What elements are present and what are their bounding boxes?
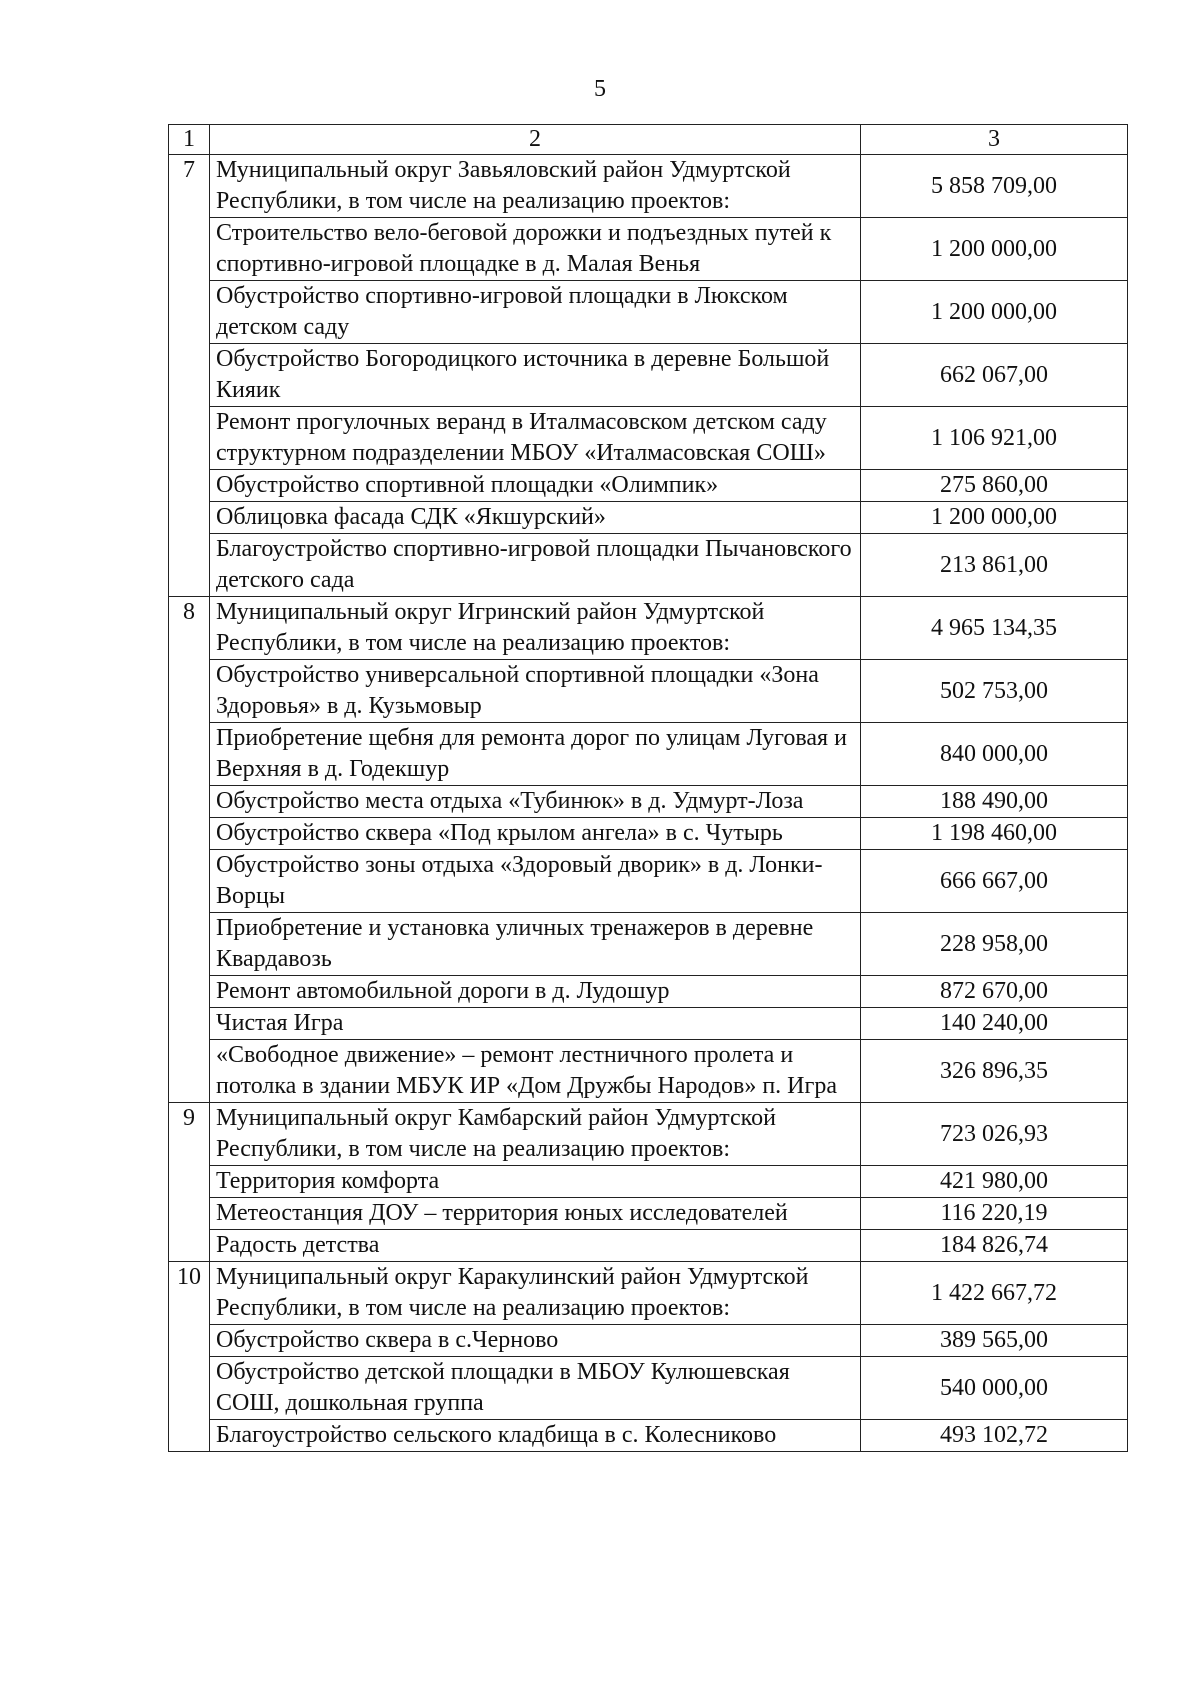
project-name: Ремонт прогулочных веранд в Италмасовском детском саду структурном подразделении МБОУ «Италмасовская СОШ» — [210, 407, 861, 470]
row-number-cell — [169, 470, 210, 502]
amount-cell: 840 000,00 — [861, 723, 1128, 786]
row-number-cell — [169, 976, 210, 1008]
district-row — [169, 1262, 1128, 1325]
project-name: Ремонт автомобильной дороги в д. Лудошур — [210, 976, 861, 1008]
amount-cell: 213 861,00 — [861, 534, 1128, 597]
row-number-cell — [169, 660, 210, 723]
row-number-cell — [169, 534, 210, 597]
amount-cell: 4 965 134,35 — [861, 597, 1128, 660]
row-number-cell — [169, 723, 210, 786]
project-name: Приобретение и установка уличных тренажеров в деревне Квардавозь — [210, 913, 861, 976]
row-number-cell — [169, 818, 210, 850]
amount-cell: 1 422 667,72 — [861, 1262, 1128, 1325]
project-name: Обустройство сквера «Под крылом ангела» в с. Чутырь — [210, 818, 861, 850]
row-number-cell — [169, 344, 210, 407]
district-name: Муниципальный округ Камбарский район Удмуртской Республики, в том числе на реализацию проектов: — [210, 1103, 861, 1166]
district-name: Муниципальный округ Игринский район Удмуртской Республики, в том числе на реализацию проектов: — [210, 597, 861, 660]
project-row — [169, 976, 1128, 1008]
project-name: Радость детства — [210, 1230, 861, 1262]
header-col-1: 1 — [169, 125, 210, 155]
projects-table-body — [169, 125, 1128, 1452]
project-row — [169, 818, 1128, 850]
project-row — [169, 1040, 1128, 1103]
project-row — [169, 1166, 1128, 1198]
district-name: Муниципальный округ Завьяловский район Удмуртской Республики, в том числе на реализацию проектов: — [210, 155, 861, 218]
amount-cell: 140 240,00 — [861, 1008, 1128, 1040]
project-row — [169, 1420, 1128, 1452]
row-number-cell: 10 — [169, 1262, 210, 1325]
project-row — [169, 218, 1128, 281]
row-number-cell — [169, 1420, 210, 1452]
row-number-cell — [169, 850, 210, 913]
amount-cell: 502 753,00 — [861, 660, 1128, 723]
amount-cell: 540 000,00 — [861, 1357, 1128, 1420]
amount-cell: 1 200 000,00 — [861, 502, 1128, 534]
amount-cell: 184 826,74 — [861, 1230, 1128, 1262]
amount-cell: 421 980,00 — [861, 1166, 1128, 1198]
row-number-cell: 7 — [169, 155, 210, 218]
project-name: Обустройство места отдыха «Тубинюк» в д. Удмурт-Лоза — [210, 786, 861, 818]
project-name: Обустройство сквера в с.Черново — [210, 1325, 861, 1357]
district-name: Муниципальный округ Каракулинский район Удмуртской Республики, в том числе на реализацию проектов: — [210, 1262, 861, 1325]
project-row — [169, 534, 1128, 597]
project-name: «Свободное движение» – ремонт лестничного пролета и потолка в здании МБУК ИР «Дом Дружбы Народов» п. Игра — [210, 1040, 861, 1103]
amount-cell: 662 067,00 — [861, 344, 1128, 407]
district-row — [169, 155, 1128, 218]
row-number-cell — [169, 1230, 210, 1262]
amount-cell: 188 490,00 — [861, 786, 1128, 818]
amount-cell: 228 958,00 — [861, 913, 1128, 976]
amount-cell: 326 896,35 — [861, 1040, 1128, 1103]
project-row — [169, 913, 1128, 976]
project-name: Обустройство зоны отдыха «Здоровый дворик» в д. Лонки-Ворцы — [210, 850, 861, 913]
header-col-2: 2 — [210, 125, 861, 155]
table-header-row — [169, 125, 1128, 155]
amount-cell: 1 106 921,00 — [861, 407, 1128, 470]
project-row — [169, 1008, 1128, 1040]
row-number-cell — [169, 1008, 210, 1040]
amount-cell: 1 200 000,00 — [861, 218, 1128, 281]
district-row — [169, 597, 1128, 660]
project-row — [169, 723, 1128, 786]
project-name: Чистая Игра — [210, 1008, 861, 1040]
amount-cell: 872 670,00 — [861, 976, 1128, 1008]
row-number-cell: 9 — [169, 1103, 210, 1166]
project-row — [169, 1357, 1128, 1420]
project-name: Обустройство универсальной спортивной площадки «Зона Здоровья» в д. Кузьмовыр — [210, 660, 861, 723]
row-number-cell — [169, 1198, 210, 1230]
row-number-cell — [169, 218, 210, 281]
amount-cell: 1 200 000,00 — [861, 281, 1128, 344]
project-name: Строительство вело-беговой дорожки и подъездных путей к спортивно-игровой площадке в д. Малая Венья — [210, 218, 861, 281]
project-name: Приобретение щебня для ремонта дорог по улицам Луговая и Верхняя в д. Годекшур — [210, 723, 861, 786]
row-number-cell — [169, 1325, 210, 1357]
project-row — [169, 786, 1128, 818]
district-row — [169, 1103, 1128, 1166]
project-row — [169, 344, 1128, 407]
amount-cell: 389 565,00 — [861, 1325, 1128, 1357]
row-number-cell — [169, 786, 210, 818]
project-name: Облицовка фасада СДК «Якшурский» — [210, 502, 861, 534]
amount-cell: 275 860,00 — [861, 470, 1128, 502]
project-name: Благоустройство сельского кладбища в с. Колесниково — [210, 1420, 861, 1452]
page-number: 5 — [594, 76, 606, 102]
row-number-cell: 8 — [169, 597, 210, 660]
project-row — [169, 470, 1128, 502]
header-col-3: 3 — [861, 125, 1128, 155]
project-row — [169, 1325, 1128, 1357]
row-number-cell — [169, 502, 210, 534]
project-name: Обустройство спортивно-игровой площадки в Люкском детском саду — [210, 281, 861, 344]
project-name: Метеостанция ДОУ – территория юных исследователей — [210, 1198, 861, 1230]
project-row — [169, 850, 1128, 913]
project-row — [169, 1230, 1128, 1262]
project-name: Территория комфорта — [210, 1166, 861, 1198]
project-row — [169, 502, 1128, 534]
projects-table — [168, 124, 1128, 1452]
project-name: Обустройство Богородицкого источника в деревне Большой Кияик — [210, 344, 861, 407]
row-number-cell — [169, 913, 210, 976]
amount-cell: 116 220,19 — [861, 1198, 1128, 1230]
row-number-cell — [169, 1166, 210, 1198]
project-row — [169, 281, 1128, 344]
amount-cell: 666 667,00 — [861, 850, 1128, 913]
amount-cell: 1 198 460,00 — [861, 818, 1128, 850]
project-row — [169, 660, 1128, 723]
row-number-cell — [169, 407, 210, 470]
row-number-cell — [169, 1357, 210, 1420]
amount-cell: 5 858 709,00 — [861, 155, 1128, 218]
row-number-cell — [169, 1040, 210, 1103]
project-row — [169, 407, 1128, 470]
project-row — [169, 1198, 1128, 1230]
row-number-cell — [169, 281, 210, 344]
project-name: Обустройство детской площадки в МБОУ Кулюшевская СОШ, дошкольная группа — [210, 1357, 861, 1420]
amount-cell: 493 102,72 — [861, 1420, 1128, 1452]
amount-cell: 723 026,93 — [861, 1103, 1128, 1166]
project-name: Благоустройство спортивно-игровой площадки Пычановского детского сада — [210, 534, 861, 597]
project-name: Обустройство спортивной площадки «Олимпик» — [210, 470, 861, 502]
